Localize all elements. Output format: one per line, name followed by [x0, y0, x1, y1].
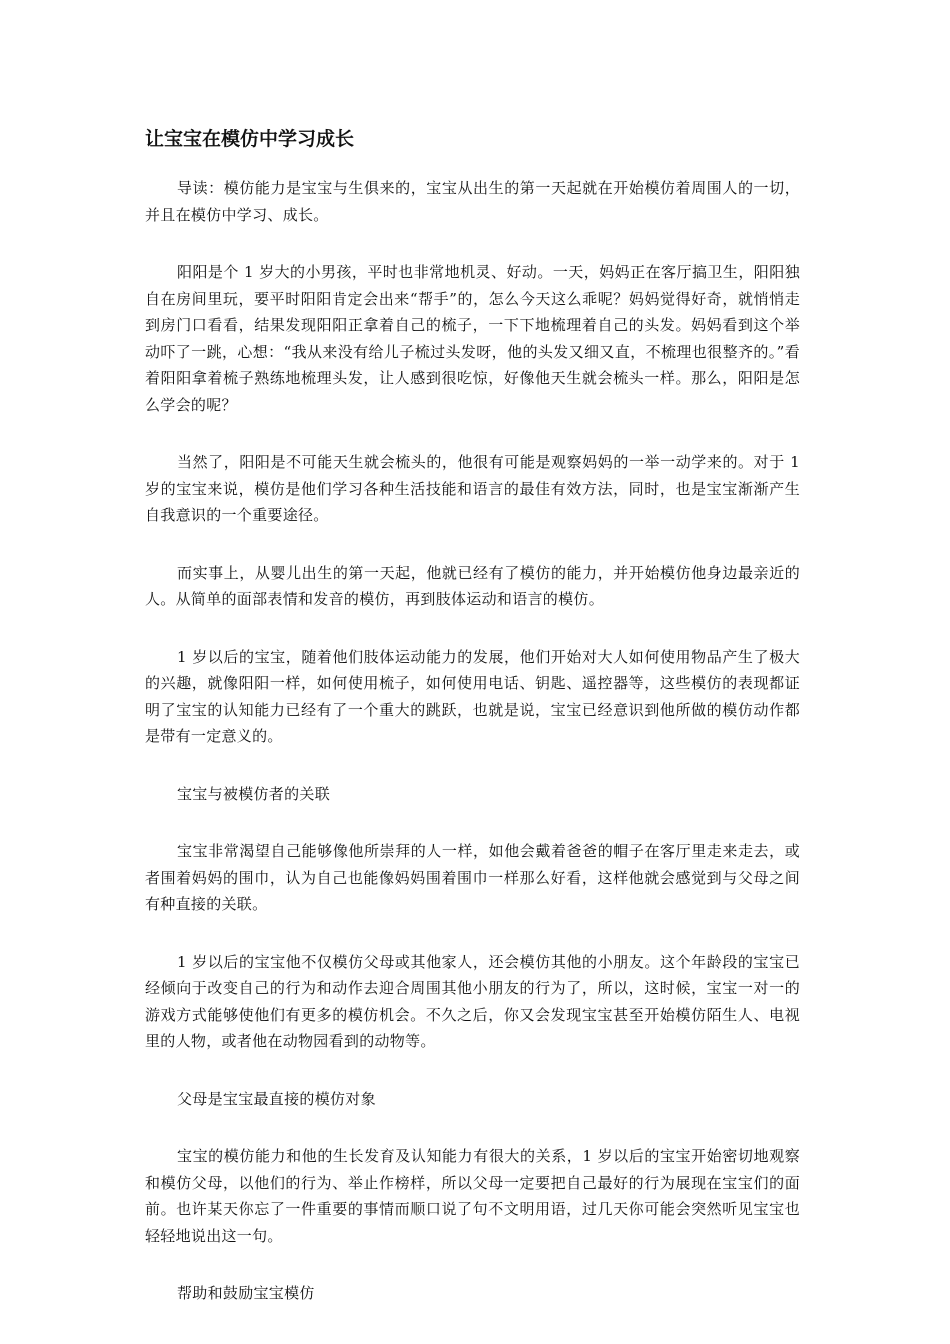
paragraph: 1 岁以后的宝宝他不仅模仿父母或其他家人，还会模仿其他的小朋友。这个年龄段的宝宝已经倾向于改变自己的行为和动作去迎合周围其他小朋友的行为了，所以，这时候，宝宝一对一的游戏方式能够使他们有更多的模仿机会。不久之后，你又会发现宝宝甚至开始模仿陌生人、电视里的人物，或者他在动物园看到的动物等。: [145, 952, 800, 1050]
page-title: 让宝宝在模仿中学习成长: [145, 128, 355, 150]
section-heading: 父母是宝宝最直接的模仿对象: [177, 1089, 376, 1108]
article-body: [145, 175, 800, 1338]
paragraph: 宝宝的模仿能力和他的生长发育及认知能力有很大的关系，1 岁以后的宝宝开始密切地观察和模仿父母，以他们的行为、举止作榜样，所以父母一定要把自己最好的行为展现在宝宝们的面前。也许某天你忘了一件重要的事情而顺口说了句不文明用语，过几天你可能会突然听见宝宝也轻轻地说出这一句。: [145, 1147, 800, 1245]
paragraph: 宝宝非常渴望自己能够像他所崇拜的人一样，如他会戴着爸爸的帽子在客厅里走来走去，或者围着妈妈的围巾，认为自己也能像妈妈围着围巾一样那么好看，这样他就会感觉到与父母之间有种直接的关联。: [145, 842, 800, 913]
section-heading: 宝宝与被模仿者的关联: [177, 784, 331, 803]
paragraph: 阳阳是个 1 岁大的小男孩，平时也非常地机灵、好动。一天，妈妈正在客厅搞卫生，阳阳独自在房间里玩，要平时阳阳肯定会出来“帮手”的，怎么今天这么乖呢？妈妈觉得好奇，就悄悄走到房门口看看，结果发现阳阳正拿着自己的梳子，一下下地梳理着自己的头发。妈妈看到这个举动吓了一跳，心想：“我从来没有给儿子梳过头发呀，他的头发又细又直，不梳理也很整齐的。”看着阳阳拿着梳子熟练地梳理头发，让人感到很吃惊，好像他天生就会梳头一样。那么，阳阳是怎么学会的呢？: [145, 263, 800, 414]
intro-paragraph: 导读：模仿能力是宝宝与生俱来的，宝宝从出生的第一天起就在开始模仿着周围人的一切，并且在模仿中学习、成长。: [145, 179, 800, 224]
paragraph: 当然了，阳阳是不可能天生就会梳头的，他很有可能是观察妈妈的一举一动学来的。对于 1 岁的宝宝来说，模仿是他们学习各种生活技能和语言的最佳有效方法，同时，也是宝宝渐渐产生自我意识的一个重要途径。: [145, 453, 800, 524]
paragraph: 而实事上，从婴儿出生的第一天起，他就已经有了模仿的能力，并开始模仿他身边最亲近的人。从简单的面部表情和发音的模仿，再到肢体运动和语言的模仿。: [145, 563, 800, 608]
paragraph: 1 岁以后的宝宝，随着他们肢体运动能力的发展，他们开始对大人如何使用物品产生了极大的兴趣，就像阳阳一样，如何使用梳子，如何使用电话、钥匙、遥控器等，这些模仿的表现都证明了宝宝的认知能力已经有了一个重大的跳跃，也就是说，宝宝已经意识到他所做的模仿动作都是带有一定意义的。: [145, 647, 800, 745]
section-heading: 帮助和鼓励宝宝模仿: [177, 1284, 315, 1302]
